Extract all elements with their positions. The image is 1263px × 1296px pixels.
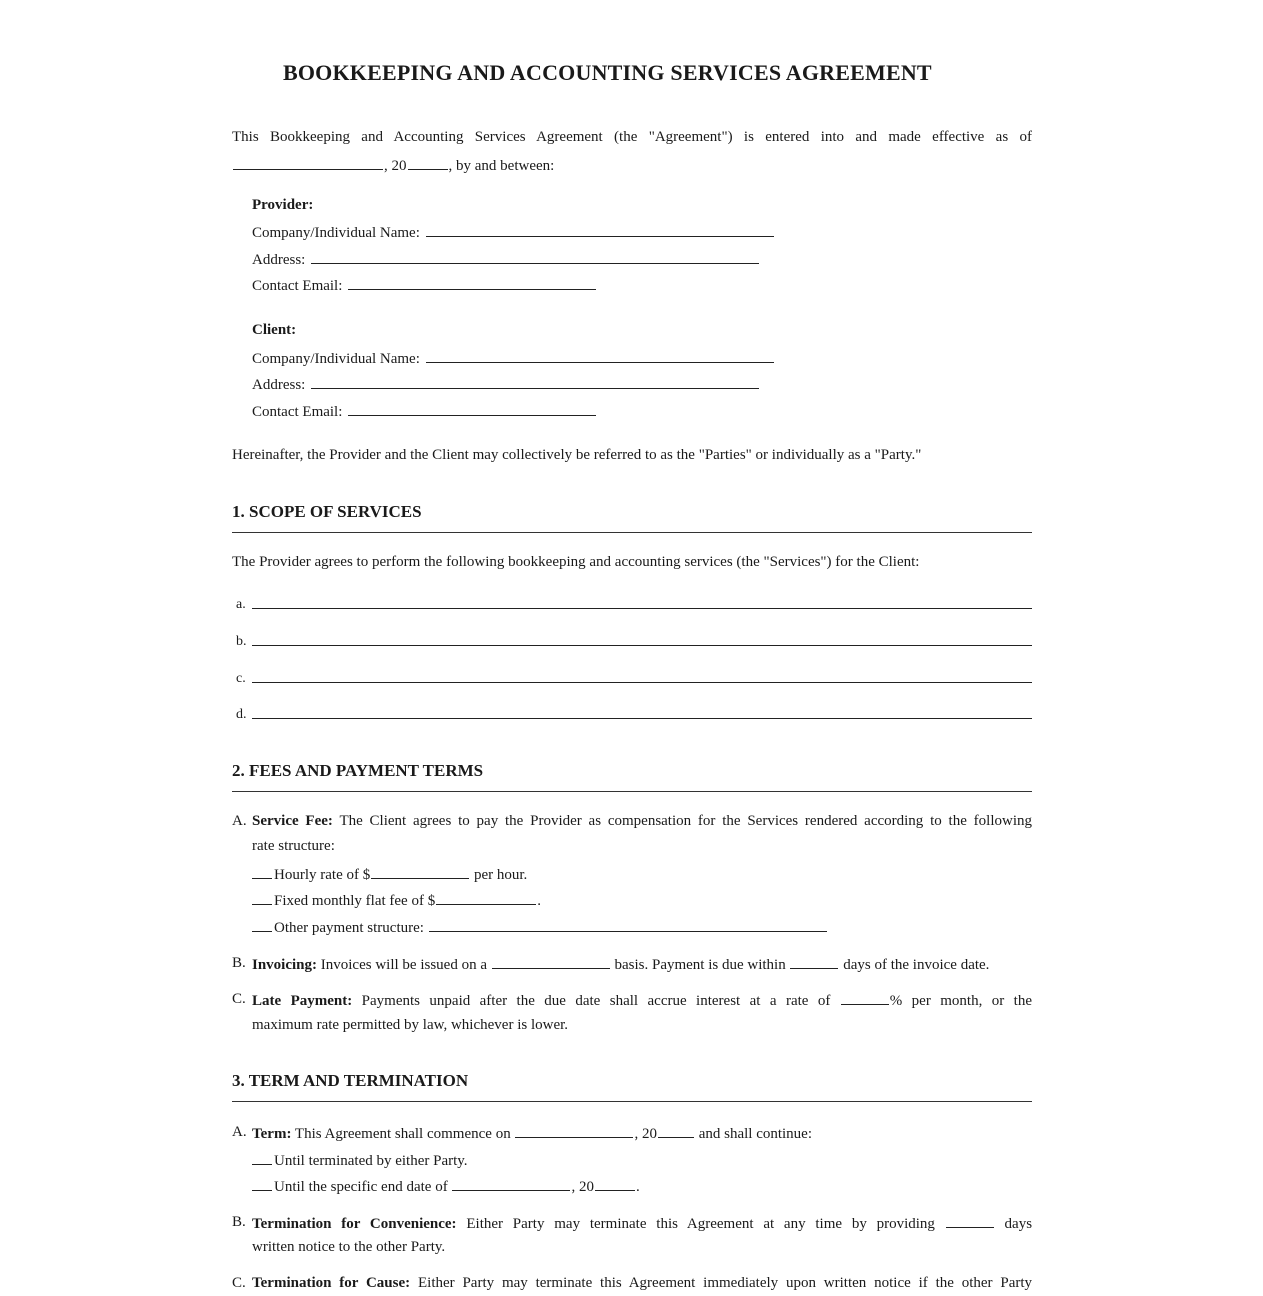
- termination-cause-text: Either Party may terminate this Agreement immediately upon written notice if the other Party: [417, 1275, 1033, 1291]
- end-date-text: , 20: [571, 1179, 594, 1195]
- termination-convenience-text: Either Party may terminate this Agreement at any time by providing: [466, 1216, 935, 1232]
- invoice-frequency-field[interactable]: [492, 954, 610, 969]
- intro-paragraph: This Bookkeeping and Accounting Services Agreement (the "Agreement") is entered into and made effective as of: [232, 129, 1032, 145]
- hourly-rate-field[interactable]: [371, 864, 469, 879]
- service-fee-paragraph: [252, 812, 1032, 830]
- clause-letter: A.: [232, 1124, 247, 1140]
- client-name-row: [252, 348, 775, 368]
- clause-letter: C.: [232, 1275, 246, 1291]
- end-date-label: Until the specific end date of: [274, 1179, 448, 1195]
- end-date-field[interactable]: [452, 1176, 570, 1191]
- service-item-d-field[interactable]: [252, 718, 1032, 719]
- service-item-label: d.: [236, 707, 247, 722]
- invoicing-paragraph: [252, 954, 989, 974]
- interest-rate-field[interactable]: [841, 990, 889, 1005]
- service-item-c-field[interactable]: [252, 682, 1032, 683]
- termination-convenience-paragraph: [252, 1213, 1032, 1233]
- section-1-text: The Provider agrees to perform the following bookkeeping and accounting services (the "Services") for the Client:: [232, 554, 920, 570]
- flat-fee-label: Fixed monthly flat fee of $: [274, 893, 436, 909]
- year-prefix: , 20: [384, 158, 407, 174]
- effective-date-blank[interactable]: [233, 155, 383, 170]
- flat-fee-field[interactable]: [436, 890, 536, 905]
- until-terminated-label: Until terminated by either Party.: [274, 1153, 468, 1169]
- termination-cause-label: Termination for Cause:: [252, 1275, 411, 1291]
- clause-letter: B.: [232, 1214, 246, 1230]
- invoicing-text: days of the invoice date.: [843, 957, 990, 973]
- until-terminated-checkbox[interactable]: [252, 1150, 272, 1165]
- termination-convenience-text-cont: written notice to the other Party.: [252, 1239, 446, 1255]
- provider-address-label: Address:: [252, 252, 306, 268]
- intro-tail: , by and between:: [448, 158, 555, 174]
- late-payment-text: Payments unpaid after the due date shall accrue interest at a rate of: [361, 993, 831, 1009]
- client-email-row: [252, 401, 597, 421]
- term-option-end-date: [252, 1176, 640, 1196]
- term-paragraph: [252, 1123, 812, 1143]
- clause-letter: C.: [232, 991, 246, 1007]
- client-name-label: Company/Individual Name:: [252, 351, 420, 367]
- client-address-label: Address:: [252, 377, 306, 393]
- other-payment-checkbox[interactable]: [252, 917, 272, 932]
- term-label: Term:: [252, 1126, 292, 1142]
- clause-letter: A.: [232, 813, 247, 829]
- hereinafter-paragraph: Hereinafter, the Provider and the Client may collectively be referred to as the "Parties" or individually as a "Party.": [232, 447, 922, 463]
- term-text: , 20: [634, 1126, 657, 1142]
- document-title: BOOKKEEPING AND ACCOUNTING SERVICES AGREEMENT: [283, 60, 932, 85]
- clause-letter: B.: [232, 955, 246, 971]
- provider-heading: Provider:: [252, 197, 314, 213]
- service-fee-text: The Client agrees to pay the Provider as compensation for the Services rendered according to the following: [339, 813, 1032, 829]
- section-2-rule: [232, 791, 1032, 792]
- invoicing-text: Invoices will be issued on a: [320, 957, 487, 973]
- hourly-rate-suffix: per hour.: [473, 867, 528, 883]
- term-text: This Agreement shall commence on: [294, 1126, 511, 1142]
- service-item-label: a.: [236, 597, 246, 612]
- service-item-b-field[interactable]: [252, 645, 1032, 646]
- termination-convenience-label: Termination for Convenience:: [252, 1216, 457, 1232]
- commence-year-field[interactable]: [658, 1123, 694, 1138]
- provider-address-field[interactable]: [311, 249, 759, 264]
- invoicing-text: basis. Payment is due within: [614, 957, 786, 973]
- provider-email-label: Contact Email:: [252, 278, 343, 294]
- termination-cause-paragraph: [252, 1274, 1032, 1292]
- section-3-heading: 3. TERM AND TERMINATION: [232, 1071, 469, 1090]
- provider-name-label: Company/Individual Name:: [252, 225, 420, 241]
- effective-year-blank[interactable]: [408, 155, 448, 170]
- service-item-a-field[interactable]: [252, 608, 1032, 609]
- hourly-rate-checkbox[interactable]: [252, 864, 272, 879]
- termination-convenience-text: days: [1004, 1216, 1033, 1232]
- client-email-label: Contact Email:: [252, 404, 343, 420]
- client-address-row: [252, 374, 760, 394]
- notice-days-field[interactable]: [946, 1213, 994, 1228]
- client-name-field[interactable]: [426, 348, 774, 363]
- service-fee-label: Service Fee:: [252, 813, 333, 829]
- invoicing-label: Invoicing:: [252, 957, 318, 973]
- client-email-field[interactable]: [348, 401, 596, 416]
- intro-date-line: [232, 155, 554, 175]
- term-option-until-terminated: [252, 1150, 468, 1170]
- end-date-suffix: .: [635, 1179, 640, 1195]
- flat-fee-checkbox[interactable]: [252, 890, 272, 905]
- service-fee-text-cont: rate structure:: [252, 838, 335, 854]
- provider-email-row: [252, 275, 597, 295]
- client-address-field[interactable]: [311, 374, 759, 389]
- provider-address-row: [252, 249, 760, 269]
- provider-name-field[interactable]: [426, 222, 774, 237]
- section-1-rule: [232, 532, 1032, 533]
- late-payment-text: % per month, or the: [889, 993, 1032, 1009]
- late-payment-paragraph: [252, 990, 1032, 1010]
- provider-name-row: [252, 222, 775, 242]
- late-payment-label: Late Payment:: [252, 993, 353, 1009]
- service-item-label: b.: [236, 634, 247, 649]
- end-date-checkbox[interactable]: [252, 1176, 272, 1191]
- provider-email-field[interactable]: [348, 275, 596, 290]
- end-year-field[interactable]: [595, 1176, 635, 1191]
- hourly-rate-label: Hourly rate of $: [274, 867, 371, 883]
- late-payment-text-cont: maximum rate permitted by law, whichever is lower.: [252, 1017, 569, 1033]
- section-2-heading: 2. FEES AND PAYMENT TERMS: [232, 761, 484, 780]
- section-1-heading: 1. SCOPE OF SERVICES: [232, 502, 422, 521]
- payment-due-days-field[interactable]: [790, 954, 838, 969]
- service-item-label: c.: [236, 671, 246, 686]
- other-payment-field[interactable]: [429, 917, 827, 932]
- section-3-rule: [232, 1101, 1032, 1102]
- term-text: and shall continue:: [698, 1126, 813, 1142]
- other-payment-label: Other payment structure:: [274, 920, 424, 936]
- flat-fee-suffix: .: [537, 893, 541, 909]
- commence-date-field[interactable]: [515, 1123, 633, 1138]
- hourly-rate-option: [252, 864, 527, 884]
- flat-fee-option: [252, 890, 541, 910]
- other-payment-option: [252, 917, 828, 937]
- client-heading: Client:: [252, 322, 297, 338]
